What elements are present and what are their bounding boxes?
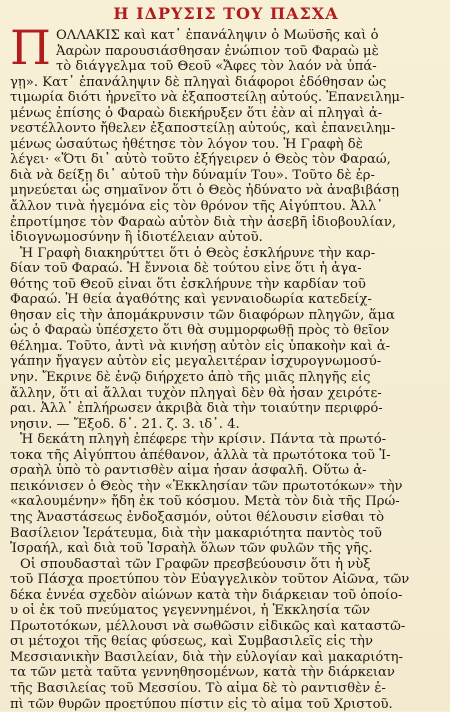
text-line: δίαν τοῦ Φαραώ. Ἡ ἔννοια δὲ τούτου εἶνε ὅτι ἡ ἀγα- bbox=[10, 261, 362, 277]
text-line: δέκα ἐννέα σχεδὸν αἰώνων κατὰ τὴν διάρκειαν τοῦ ὁποίο- bbox=[10, 587, 403, 603]
text-line: μένως ὡσαύτως ἠθέτησε τὸν λόγον του. Ἡ Γραφὴ δὲ bbox=[10, 136, 363, 152]
text-line: υ οἱ ἐκ τοῦ πνεύματος γεγεννημένοι, ἡ Ἐκκλησία τῶν bbox=[10, 603, 370, 619]
text-line: τὸ διάγγελμα τοῦ Θεοῦ «Ἄφες τὸν λαόν νὰ ὑπά- bbox=[56, 59, 377, 75]
text-line: Πρωτοτόκων, μέλλουσι νὰ σωθῶσιν εἰδικῶς καὶ καταστῶ- bbox=[10, 618, 406, 634]
text-line: Ἡ Γραφὴ διακηρύττει ὅτι ὁ Θεὸς ἐσκλήρυνε τὴν καρ- bbox=[20, 245, 376, 261]
page-title: Η ΙΔΡΥΣΙΣ ΤΟΥ ΠΑΣΧΑ bbox=[113, 4, 339, 23]
text-line: θέλημα. Τοῦτο, ἀντὶ νὰ κινήσῃ αὐτὸν εἰς ὑπακοὴν καὶ ἀ- bbox=[10, 338, 391, 354]
text-line: «καλουμένην» ἤδη ἐκ τοῦ κόσμου. Μετὰ τὸν διὰ τῆς Πρώ- bbox=[10, 494, 400, 510]
text-line: της Ἀναστάσεως ἐνδοξασμόν, οὗτοι θέλουσιν εἶσθαι τὸ bbox=[10, 509, 385, 525]
text-line: Βασίλειον Ἱεράτευμα, διὰ τὴν μακαριότητα παντὸς τοῦ bbox=[10, 525, 382, 541]
text-line: διὰ νὰ δείξῃ δι᾽ αὐτοῦ τὴν δύναμίν Του». Τοῦτο δὲ ἑρ- bbox=[10, 167, 375, 183]
text-line: σραὴλ ὑπὸ τὸ ραντισθὲν αἷμα ἦσαν ἀσφαλῆ. Οὕτω ἀ- bbox=[10, 463, 367, 479]
text-line: Μεσσιανικὴν Βασιλείαν, διὰ τὴν εὐλογίαν καὶ μακαριότη- bbox=[10, 649, 403, 665]
text-line: ἄλλον τινὰ ἡγεμόνα εἰς τὸν θρόνον τῆς Αἰγύπτου. Ἀλλ᾽ bbox=[10, 199, 383, 215]
text-line: μηνεύεται ὡς σημαῖνον ὅτι ὁ Θεὸς ἠδύνατο νὰ ἀναβιβάσῃ bbox=[10, 183, 400, 199]
article-body bbox=[10, 21, 442, 712]
text-line: ραι. Ἀλλ᾽ ἐπλήρωσεν ἀκριβὰ διὰ τὴν τοιαύτην περιφρό- bbox=[10, 401, 383, 417]
text-line: γῃ». Κατ᾽ ἐπανάληψιν δὲ πληγαὶ διάφοροι ἐδόθησαν ὡς bbox=[10, 74, 387, 90]
text-line: ΟΛΛΑΚΙΣ καὶ κατ᾽ ἐπανάληψιν ὁ Μωϋσῆς καὶ ὁ bbox=[56, 28, 379, 43]
text-line: Ἰσραήλ, καὶ διὰ τοῦ Ἰσραὴλ ὅλων τῶν φυλῶν τῆς γῆς. bbox=[10, 541, 373, 557]
text-line: Φαραώ. Ἡ θεία ἀγαθότης καὶ γενναιοδωρία κατεδείχ- bbox=[10, 292, 372, 308]
paragraph-4 bbox=[10, 557, 442, 712]
text-line: τοκα τῆς Αἰγύπτου ἀπέθανον, ἀλλὰ τὰ πρωτότοκα τοῦ Ἰ- bbox=[10, 447, 391, 463]
drop-cap: Π bbox=[10, 21, 51, 76]
text-line: Ἀαρὼν παρουσιάσθησαν ἐνώπιον τοῦ Φαραὼ μὲ bbox=[56, 43, 379, 59]
text-line: μένως ἐπίσης ὁ Φαραὼ διεκήρυξεν ὅτι ἐὰν αἱ πληγαὶ ἀ- bbox=[10, 105, 383, 121]
text-line: τοῦ Πάσχα προετύπου τὸν Εὐαγγελικὸν τοῦτον Αἰῶνα, τῶν bbox=[10, 572, 410, 588]
text-line: νην. Ἔκρινε δὲ ἐνῷ διήρχετο ἀπὸ τῆς μιᾶς πληγῆς εἰς bbox=[10, 370, 371, 386]
text-line: ὡς ὁ Φαραὼ ὑπέσχετο ὅτι θὰ συμμορφωθῇ πρὸς τὸ θεῖον bbox=[10, 323, 390, 339]
text-line: νησιν. — Ἔξοδ. δ᾽. 21. ζ. 3. ιδ᾽. 4. bbox=[10, 416, 240, 432]
text-line: νεστέλλοντο ἤθελεν ἐξαποστείλῃ αὐτούς, καὶ ἐπανειλημ- bbox=[10, 121, 396, 137]
text-line: ἄλλην, ὅτι αἱ ἄλλαι τυχὸν πληγαὶ δὲν θὰ ἦσαν χειρότε- bbox=[10, 385, 382, 401]
text-line: ἐπροτίμησε τὸν Φαραὼ αὐτὸν διὰ τὴν ἀσεβῆ ἰδιοβουλίαν, bbox=[10, 214, 397, 230]
text-line: γάπην ἤγαγεν αὐτὸν εἰς μεγαλειτέραν ἰσχυρογνωμοσύ- bbox=[10, 354, 382, 370]
text-line: πεικόνισεν ὁ Θεὸς τὴν «Ἐκκλησίαν τῶν πρωτοτόκων» τὴν bbox=[10, 478, 403, 494]
text-line: τιμωρία διότι ἠρνεῖτο νὰ ἐξαποστείλῃ αὐτούς. Ἐπανειλημ- bbox=[10, 90, 405, 106]
text-line: λέγει· «Ὅτι δι᾽ αὐτὸ τοῦτο ἐξήγειρεν ὁ Θεὸς τὸν Φαραώ, bbox=[10, 152, 391, 168]
text-line: Ἡ δεκάτη πληγὴ ἐπέφερε τὴν κρίσιν. Πάντα τὰ πρωτό- bbox=[20, 432, 387, 448]
text-line: θότης τοῦ Θεοῦ εἶναι ὅτι ἐσκλήρυνε τὴν καρδίαν τοῦ bbox=[10, 276, 366, 292]
text-line: θησαν εἰς τὴν ἀπομάκρυνσιν τῶν διαφόρων πληγῶν, ἅμα bbox=[10, 307, 395, 323]
text-line: τῆς Βασιλείας τοῦ Μεσσίου. Τὸ αἷμα δὲ τὸ ραντισθὲν ἐ- bbox=[10, 680, 386, 696]
paragraph-2 bbox=[10, 246, 442, 433]
text-line: ἰδιογνωμοσύνην ἢ ἰδιοτέλειαν αὐτοῦ. bbox=[10, 230, 263, 246]
text-line: Οἱ σπουδασταὶ τῶν Γραφῶν πρεσβεύουσιν ὅτι ἡ νὺξ bbox=[20, 556, 371, 572]
text-line: σι μέτοχοι τῆς θείας φύσεως, καὶ Συμβασιλεῖς εἰς τὴν bbox=[10, 634, 373, 650]
paragraph-1 bbox=[10, 21, 442, 246]
text-line: τα τῶν μετὰ ταῦτα γεννηθησομένων, κατὰ τὴν διάρκειαν bbox=[10, 665, 395, 681]
paragraph-3 bbox=[10, 432, 442, 556]
text-line: πὶ τῶν θυρῶν προετύπου πίστιν εἰς τὸ αἷμα τοῦ Χριστοῦ. bbox=[10, 696, 393, 712]
